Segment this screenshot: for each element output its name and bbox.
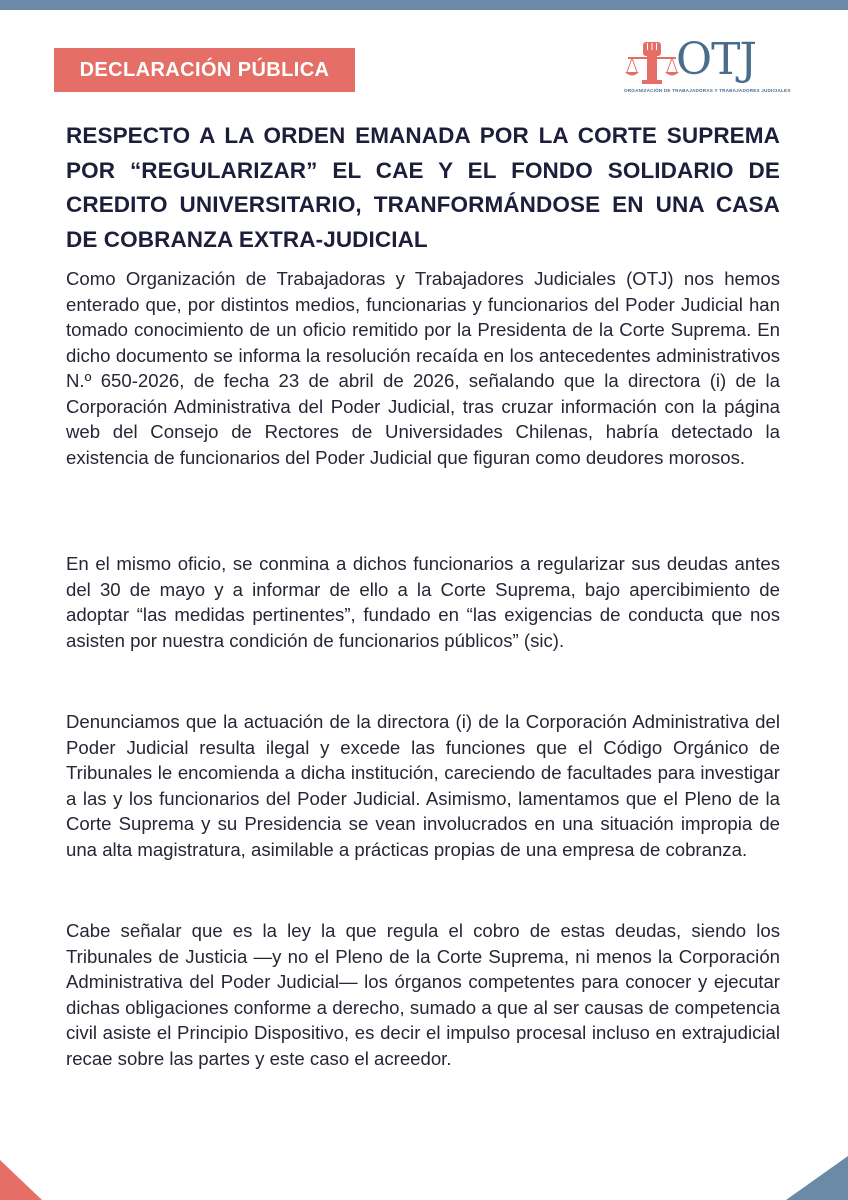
paragraph: En el mismo oficio, se conmina a dichos funcionarios a regularizar sus deudas antes del 30 de mayo y a informar de ello a la Corte Suprema, bajo apercibimiento de adoptar “las medidas pertinentes”, fundado en “las exigencias de conducta que nos asisten por nuestra condición de funcionarios públicos” (sic). xyxy=(66,553,780,651)
corner-decoration-left xyxy=(0,1160,42,1200)
top-accent-bar xyxy=(0,0,848,10)
otj-logo xyxy=(624,34,791,102)
paragraph: Cabe señalar que es la ley la que regula el cobro de estas deudas, siendo los Tribunales de Justicia —y no el Pleno de la Corte Suprema, ni menos la Corporación Administrativa del Poder Judicial— los órganos competentes para conocer y ejecutar dichas obligaciones conforme a derecho, sumado a que al ser causas de competencia civil asiste el Principio Dispositivo, es decir el impulso procesal incluso en extrajudicial recae sobre las partes y este caso el acreedor. xyxy=(66,920,780,1069)
paragraph: Como Organización de Trabajadoras y Trabajadores Judiciales (OTJ) nos hemos enterado que, por distintos medios, funcionarias y funcionarios del Poder Judicial han tomado conocimiento de un oficio remitido por la Presidenta de la Corte Suprema. En dicho documento se informa la resolución recaída en los antecedentes administrativos N.º 650-2026, de fecha 23 de abril de 2026, señalando que la directora (i) de la Corporación Administrativa del Poder Judicial, tras cruzar información con la página web del Consejo de Rectores de Universidades Chilenas, habría detectado la existencia de funcionarios del Poder Judicial que figuran como deudores morosos. xyxy=(66,268,780,468)
logo-subtitle: ORGANIZACIÓN DE TRABAJADORAS Y TRABAJADORES JUDICIALES xyxy=(624,88,791,93)
logo-wordmark: OTJ xyxy=(676,34,757,85)
corner-decoration-right xyxy=(786,1156,848,1200)
paragraph: Denunciamos que la actuación de la directora (i) de la Corporación Administrativa del Poder Judicial resulta ilegal y excede las funciones que el Código Orgánico de Tribunales le encomienda a dicha institución, careciendo de facultades para investigar a las y los funcionarios del Poder Judicial. Asimismo, lamentamos que el Pleno de la Corte Suprema y su Presidencia se vean involucrados en una situación impropia de una alta magistratura, asimilable a prácticas propias de una empresa de cobranza. xyxy=(66,711,780,860)
fist-scales-icon xyxy=(624,40,680,88)
statement-title: RESPECTO A LA ORDEN EMANADA POR LA CORTE SUPREMA POR “REGULARIZAR” EL CAE Y EL FONDO SOLIDARIO DE CREDITO UNIVERSITARIO, TRANFORMÁNDOSE EN UNA CASA DE COBRANZA EXTRA-JUDICIAL xyxy=(66,123,780,253)
document-type-badge: DECLARACIÓN PÚBLICA xyxy=(54,48,355,92)
